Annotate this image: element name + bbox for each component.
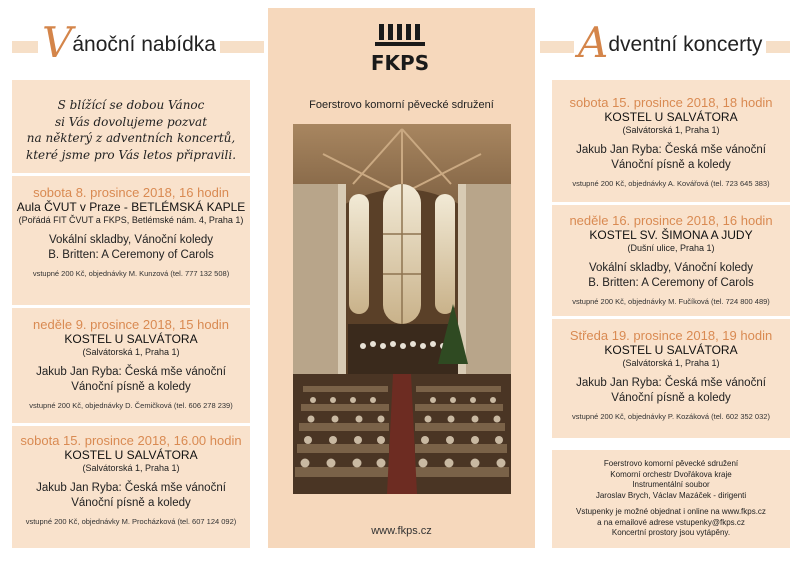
concert-program-line: Vánoční písně a koledy [71,381,191,393]
concert-ticket: vstupné 200 Kč, objednávky A. Kovářová (tel. 723 645 383) [572,179,770,188]
right-heading-text: dventní koncerty [608,33,763,56]
concert-program-line: Vánoční písně a koledy [611,159,731,171]
concert-date: neděle 9. prosince 2018, 15 hodin [33,317,229,332]
concert-date: sobota 8. prosince 2018, 16 hodin [33,185,229,200]
concert-venue: KOSTEL U SALVÁTORA [604,343,738,357]
concert-date: Středa 19. prosince 2018, 19 hodin [569,328,773,343]
concert-program-line: B. Britten: A Ceremony of Carols [588,277,754,289]
concert-ticket: vstupné 200 Kč, objednávky M. Kunzová (tel. 777 132 508) [32,269,230,278]
concert-entry [12,317,250,411]
right-heading [574,18,766,67]
concert-program-line: B. Britten: A Ceremony of Carols [48,249,214,261]
concert-ticket: vstupné 200 Kč, objednávky M. Procházková (tel. 607 124 092) [25,517,237,526]
concert-entry [552,95,790,189]
concert-ticket: vstupné 200 Kč, objednávky D. Čemičková (tel. 606 278 239) [29,401,233,410]
concert-program-line: Jakub Jan Ryba: Česká mše vánoční [576,377,766,389]
ensemble-info [552,459,790,539]
right-heading-initial: A [578,18,609,67]
concert-date: neděle 16. prosince 2018, 16 hodin [569,213,773,228]
concert-program-line: Jakub Jan Ryba: Česká mše vánoční [36,366,226,378]
concert-venue: KOSTEL SV. ŠIMONA A JUDY [589,228,753,242]
concert-venue: KOSTEL U SALVÁTORA [604,110,738,124]
divider [552,316,790,319]
concert-date: sobota 15. prosince 2018, 18 hodin [569,95,773,110]
concert-program-line: Vánoční písně a koledy [611,392,731,404]
org-name: Foerstrovo komorní pěvecké sdružení [309,99,494,111]
concert-program-line: Jakub Jan Ryba: Česká mše vánoční [576,144,766,156]
left-heading-text: ánoční nabídka [72,33,216,56]
concert-date: sobota 15. prosince 2018, 16.00 hodin [20,433,242,448]
intro-line: které jsme pro Vás letos připravili. [25,147,237,162]
concert-program-line: Vokální skladby, Vánoční koledy [48,234,214,246]
concert-address: (Salvátorská 1, Praha 1) [82,463,180,473]
concert-ticket: vstupné 200 Kč, objednávky M. Fučíková (tel. 724 800 489) [572,297,770,306]
divider [12,173,250,176]
concert-venue: KOSTEL U SALVÁTORA [64,332,198,346]
concert-address: (Salvátorská 1, Praha 1) [622,125,720,135]
info-panel [552,450,790,548]
concert-program-line: Jakub Jan Ryba: Česká mše vánoční [36,482,226,494]
left-panel [12,80,250,548]
concert-venue: Aula ČVUT v Praze - BETLÉMSKÁ KAPLE [16,200,246,214]
intro-text [12,97,250,163]
concert-entry [12,185,250,279]
divider [552,202,790,205]
info-line: Komorní orchestr Dvořákova kraje [610,469,732,479]
order-info-line: Vstupenky je možné objednat i online na www.fkps.cz [576,507,766,516]
concert-ticket: vstupné 200 Kč, objednávky P. Kozáková (tel. 602 352 032) [572,412,770,421]
info-line: Jaroslav Brych, Václav Mazáček - dirigenti [595,490,747,500]
intro-line: si Vás dovolujeme pozvat [54,114,208,129]
left-heading [38,18,220,67]
concert-address: (Salvátorská 1, Praha 1) [622,358,720,368]
concert-program-line: Vánoční písně a koledy [71,497,191,509]
concert-address: (Pořádá FIT ČVUT a FKPS, Betlémské nám. 4, Praha 1) [18,215,244,225]
logo-text: FKPS [371,51,430,75]
right-panel [552,80,790,438]
order-info-line: Koncertní prostory jsou vytápěny. [611,528,731,537]
order-info-line: a na emailové adrese vstupenky@fkps.cz [597,517,745,527]
church-concert-photo [293,124,511,494]
concert-venue: KOSTEL U SALVÁTORA [64,448,198,462]
intro-line: S blížící se dobou Vánoc [57,98,205,112]
info-line: Foerstrovo komorní pěvecké sdružení [603,459,739,468]
concert-address: (Salvátorská 1, Praha 1) [82,347,180,357]
fkps-logo [371,20,431,78]
concert-entry [552,328,790,422]
concert-address: (Dušní ulice, Praha 1) [627,243,715,253]
intro-line: na některý z adventních koncertů, [26,131,236,145]
concert-entry [552,213,790,307]
left-heading-initial: V [42,18,73,67]
info-line: Instrumentální soubor [632,480,710,489]
website-link[interactable]: www.fkps.cz [371,525,432,537]
divider [12,305,250,308]
concert-program-line: Vokální skladby, Vánoční koledy [588,262,754,274]
concert-entry [12,433,250,527]
center-panel [268,8,535,548]
divider [12,423,250,426]
